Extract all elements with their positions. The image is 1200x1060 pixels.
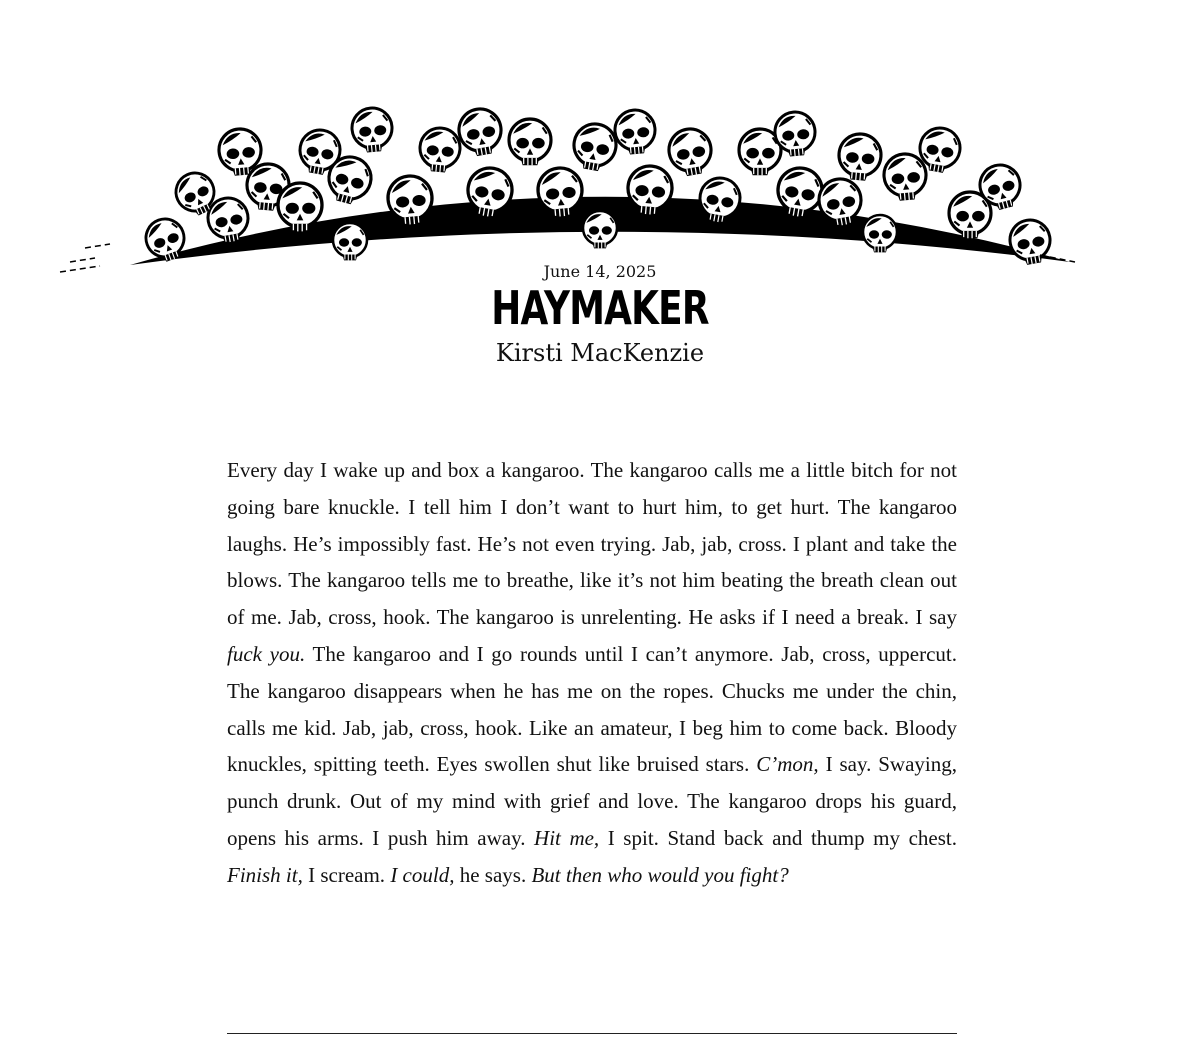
story-title: HAYMAKER xyxy=(491,281,709,335)
skull-icon xyxy=(882,152,928,202)
skull-icon xyxy=(863,215,897,252)
story-text: I say. Swaying, punch drunk. Out of my mind with grief and love. The kangaroo drops his guard, opens his arms. I push him away. xyxy=(227,752,958,850)
skull-icon xyxy=(418,126,462,173)
story-italic: Finish it, xyxy=(227,862,303,887)
skull-icon xyxy=(350,106,394,153)
skull-icon xyxy=(509,119,551,165)
story-body xyxy=(227,452,957,894)
story-italic: fuck you. xyxy=(227,641,306,666)
skull-icon xyxy=(666,126,715,179)
skull-icon xyxy=(583,211,617,248)
story-text: I scream. xyxy=(302,862,391,887)
skull-icon xyxy=(1007,217,1054,267)
skull-icon xyxy=(333,223,367,260)
skull-icon xyxy=(613,108,657,155)
story-italic: But then who would you fight? xyxy=(531,862,789,887)
skull-icon xyxy=(141,214,191,266)
story-text: I spit. Stand back and thump my chest. xyxy=(599,825,957,850)
author-name: Kirsti MacKenzie xyxy=(495,339,705,367)
skull-icon xyxy=(837,132,883,182)
story-text: The kangaroo and I go rounds until I can’t anymore. Jab, cross, uppercut. The kangaroo disappears when he has me on the ropes. Chucks me under the chin, calls me kid. Jab, jab, cross, hook. Like an amateur, I beg him to come back. Bloody knuckles, spitting teeth. Eyes swollen shut like bruised stars. xyxy=(227,641,957,777)
skull-icon xyxy=(456,106,505,159)
story-italic: I could, xyxy=(390,862,455,887)
bottom-divider xyxy=(227,1033,957,1034)
skull-pile-illustration xyxy=(0,0,1200,300)
story-text: Every day I wake up and box a kangaroo. The kangaroo calls me a little bitch for not going bare knuckle. I tell him I don’t want to hurt him, to get hurt. The kangaroo laughs. He’s impossibly fast. He’s not even trying. Jab, jab, cross. I plant and take the blows. The kangaroo tells me to breathe, like it’s not him beating the breath clean out of me. Jab, cross, hook. The kangaroo is unrelenting. He asks if I need a break. I say xyxy=(227,458,957,630)
header xyxy=(0,262,1200,368)
story-italic: Hit me, xyxy=(534,825,600,850)
story-text: he says. xyxy=(454,862,532,887)
skull-icon xyxy=(570,121,619,174)
publish-date: June 14, 2025 xyxy=(543,262,657,281)
story-italic: C’mon, xyxy=(756,752,819,777)
